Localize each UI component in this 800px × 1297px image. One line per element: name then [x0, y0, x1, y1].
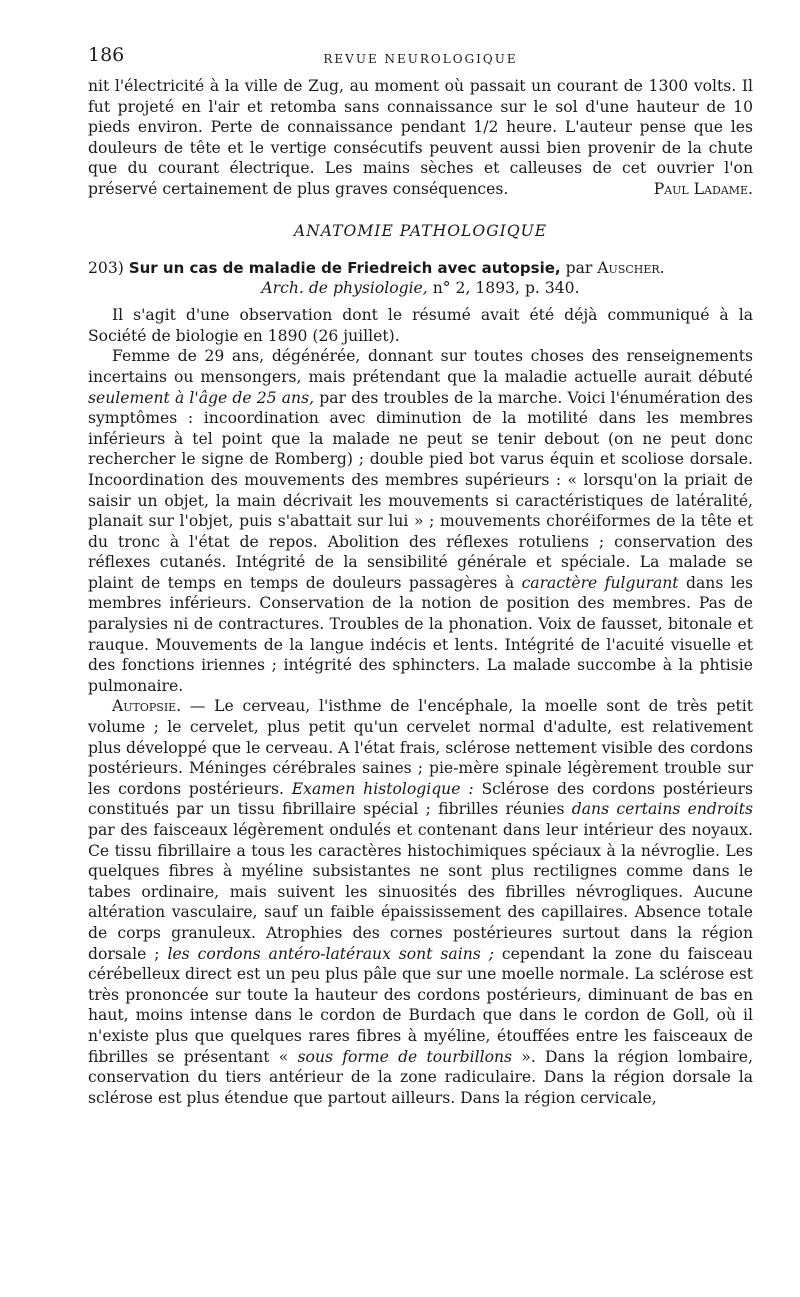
article-heading: [88, 258, 753, 279]
autopsy-italic-1: Examen histologique :: [291, 779, 474, 798]
case-text-2: par des troubles de la marche. Voici l'énumération des symptômes : incoordination avec diminution de la motilité dans les membres inférieurs à tel point que la malade ne peut se tenir debout (on ne peut donc rechercher le signe de Romberg) ; double pied bot varus équin et scoliose dorsale. Incoordination des mouvements des membres supérieurs : « lorsqu'on la priait de saisir un objet, la main décrivait les mouvements si caractéristiques de latéralité, planait sur l'objet, puis s'abattait sur lui » ; mouvements choréiformes de la tête et du tronc à l'état de repos. Abolition des réflexes rotuliens ; conservation des réflexes cutanés. Intégrité de la sensibilité générale et spéciale. La malade se plaint de temps en temps de douleurs passagères à: [88, 388, 754, 592]
article-title: Sur un cas de maladie de Friedreich avec autopsie,: [128, 258, 561, 277]
autopsy-italic-4: sous forme de tourbillons: [297, 1047, 513, 1066]
autopsy-text-5: ». Dans la région lombaire, conservation du tiers antérieur de la zone radiculaire. Dans la région dorsale la sclérose est plus étendue que partout ailleurs. Dans la région cervicale,: [88, 1047, 753, 1107]
autopsy-paragraph: [88, 696, 753, 1108]
case-text-3: dans les membres inférieurs. Conservation de la notion de position des membres. Pas de paralysies ni de contractures. Troubles de la phonation. Voix de fausset, bitonale et rauque. Mouvements de la langue indécis et lents. Intégrité de l'acuité visuelle et des fonctions iriennes ; intégrité des sphincters. La malade succombe à la phtisie pulmonaire.: [88, 573, 753, 695]
autopsy-text-3: par des faisceaux légèrement ondulés et contenant dans leur intérieur des noyaux. Ce tissu fibrillaire a tous les caractères histochimiques spéciaux à la névroglie. Les quelques fibres à myéline subsistantes ne sont plus rectilignes comme dans le tabes ordinaire, mais suivent les sinuosités des fibrilles névrogliques. Aucune altération vasculaire, sauf un faible épaississement des capillaires. Absence totale de corps granuleux. Atrophies des cornes postérieures surtout dans la région dorsale ;: [88, 821, 753, 963]
page-number: 186: [88, 44, 125, 66]
autopsy-italic-2: dans certains endroits: [571, 800, 753, 819]
autopsy-text-4: cependant la zone du faisceau cérébelleux direct est un peu plus pâle que sur une moelle normale. La sclérose est très prononcée sur toute la hauteur des cordons postérieurs, diminuant de bas en haut, moins intense dans le cordon de Burdach que dans le cordon de Goll, où il n'existe plus que quelques rares fibres à myéline, étouffées entre les faisceaux de fibrilles se présentant «: [88, 944, 753, 1066]
article-reference: [88, 278, 753, 299]
article-by: par: [565, 258, 593, 277]
journal-name: Arch. de physiologie,: [261, 279, 428, 298]
article-author: Auscher.: [597, 258, 665, 277]
autopsy-italic-3: les cordons antéro-latéraux sont sains ;: [167, 944, 494, 963]
case-paragraph: [88, 346, 753, 696]
journal-reference: n° 2, 1893, p. 340.: [432, 279, 580, 298]
section-title: ANATOMIE PATHOLOGIQUE: [293, 221, 548, 240]
autopsy-label: Autopsie.: [112, 697, 182, 716]
intro-paragraph: Il s'agit d'une observation dont le résumé avait été déjà communiqué à la Société de biologie en 1890 (26 juillet).: [88, 306, 753, 345]
case-text-1: Femme de 29 ans, dégénérée, donnant sur toutes choses des renseignements incertains ou mensongers, mais prétendant que la maladie actuelle aurait débuté: [88, 347, 753, 386]
autopsy-text-2: Sclérose des cordons postérieurs constitués par un tissu fibrillaire spécial ; fibrilles réunies: [88, 779, 753, 819]
page: [88, 44, 753, 1108]
case-italic-2: caractère fulgurant: [521, 573, 679, 592]
page-header: [88, 44, 753, 70]
author-signature: Paul Ladame.: [653, 179, 753, 198]
article-number: 203): [88, 258, 124, 277]
previous-article-ending: [88, 76, 753, 200]
previous-article-text: nit l'électricité à la ville de Zug, au moment où passait un courant de 1300 volts. Il fut projeté en l'air et retomba sans connaissance sur le sol d'une hauteur de 10 pieds environ. Perte de connaissance pendant 1/2 heure. L'auteur pense que les douleurs de tête et le vertige consécutifs peuvent aussi bien provenir de la chute que du courant électrique. Les mains sèches et calleuses de cet ouvrier l'on préservé certainement de plus graves conséquences.: [88, 77, 753, 198]
running-head: REVUE NEUROLOGIQUE: [323, 52, 518, 66]
autopsy-text-1: — Le cerveau, l'isthme de l'encéphale, la moelle sont de très petit volume ; le cervelet, plus petit qu'un cervelet normal d'adulte, est relativement plus développé que le cerveau. A l'état frais, sclérose nettement visible des cordons postérieurs. Méninges cérébrales saines ; pie-mère spinale légèrement trouble sur les cordons postérieurs.: [88, 697, 753, 798]
case-italic-1: seulement à l'âge de 25 ans,: [88, 388, 315, 407]
